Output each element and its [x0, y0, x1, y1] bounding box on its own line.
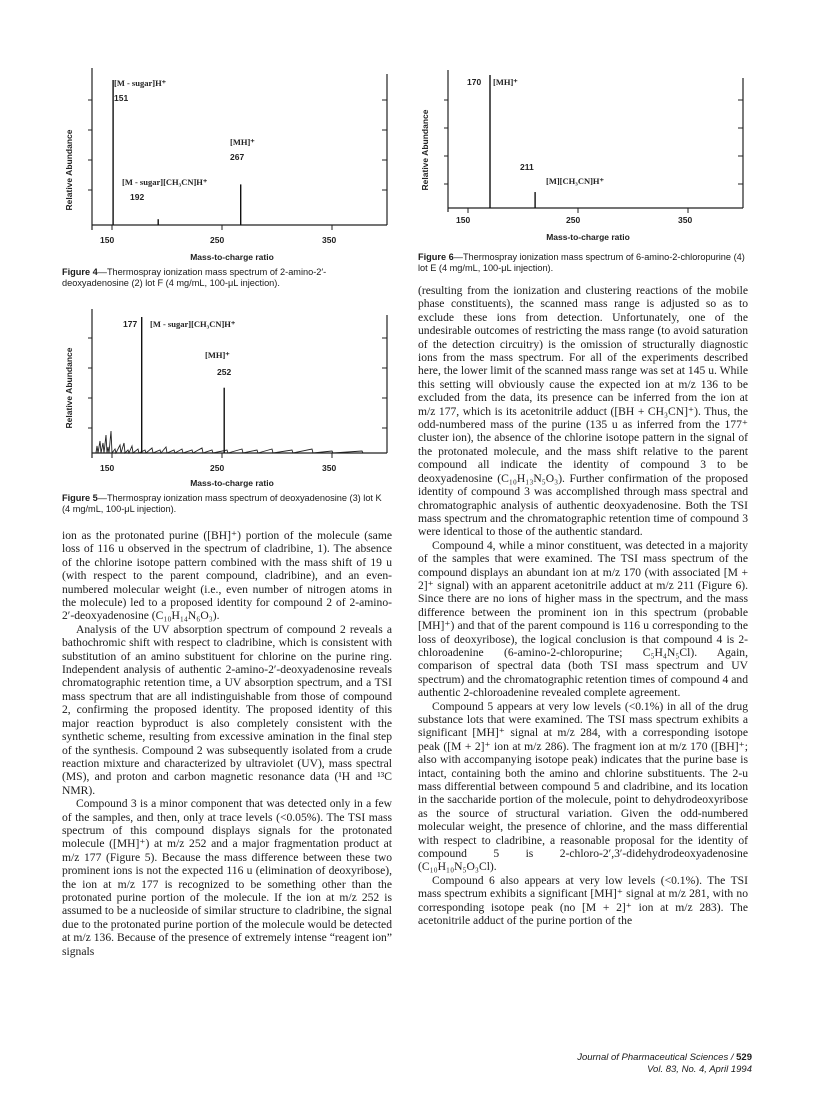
figure-4-chart	[62, 60, 392, 265]
annotation-mh: [MH]⁺	[493, 77, 518, 87]
paragraph: (resulting from the ionization and clustering reactions of the mobile phase constituents), the scanned mass range is adjusted so as to exclude these ions from detection. Unfortunately, one of the undesirable outcomes of restricting the mass range (to avoid saturation of the detection circuitry) is the omission of structurally diagnostic ions from the mass spectrum. For all of the experiments described here, the lower limit of the scanned mass range was set at 145 u. While this setting will obviously cause the expected ion at m/z 136 to be excluded from the data, its presence can be inferred from the ion at m/z 177, which is its acetonitrile adduct ([BH + CH₃CN]⁺). Thus, the odd-numbered mass of the purine (135 u as inferred from the 177⁺ cluster ion), the absence of the chlorine isotope pattern in the signal of the protonated molecule, and the mass shift relative to the parent compound all indicate the identity of compound 3 to be deoxyadenosine (C₁₀H₁₃N₅O₃). Further confirmation of the proposed identity of compound 3 was accomplished through mass spectral and chromatographic analysis of authentic deoxyadenosine. Both the TSI mass spectrum and the chromatographic retention time of compound 3 were identical to those of the authentic standard.	[418, 284, 748, 539]
paragraph: ion as the protonated purine ([BH]⁺) portion of the molecule (same loss of 116 u observed in the spectrum of cladribine, 1). The absence of the chlorine isotope pattern combined with the mass shift of 19 u (with respect to the parent compound, cladribine), and an even-numbered molecular weight (i.e., even number of nitrogen atoms in the molecule) led to a proposed identity for compound 2 of 2-amino-2′-deoxyadenosine (C₁₀H₁₄N₆O₃).	[62, 529, 392, 623]
annotation-170: 170	[467, 77, 482, 87]
tick-150: 150	[100, 463, 115, 473]
tick-150: 150	[100, 235, 115, 245]
spectrum-peaks	[490, 75, 535, 208]
paragraph: Compound 4, while a minor constituent, was detected in a majority of the samples that were examined. The TSI mass spectrum of the compound displays an abundant ion at m/z 170 (with associated [M + 2]⁺ signal) with an apparent acetonitrile adduct at m/z 211 (Figure 6). Since there are no ions of higher mass in the spectrum, and the mass difference between the prominent ion in this spectrum (probable [MH]⁺) and that of the parent compound is 116 u corresponding to the loss of deoxyribose), the logical conclusion is that compound 4 is 2-chloroadenine (6-amino-2-chloropurine; C₅H₄N₅Cl). Again, comparison of spectral data (both TSI mass spectrum and UV spectrum) and the chromatographic retention times of compound 4 and authentic 2-chloroadenine revealed complete agreement.	[418, 538, 748, 700]
y-axis-label: Relative Abundance	[64, 129, 74, 211]
y-axis-label: Relative Abundance	[64, 347, 74, 429]
figure-4	[62, 60, 392, 289]
annotation-177: 177	[123, 319, 138, 329]
figure-5-caption: Figure 5—Thermospray ionization mass spectrum of deoxyadenosine (3) lot K (4 mg/mL, 100-μL injection).	[62, 493, 382, 514]
x-axis-label: Mass-to-charge ratio	[546, 232, 630, 242]
tick-250: 250	[210, 235, 225, 245]
annotation-211: 211	[520, 162, 534, 172]
spectrum-peaks	[142, 317, 225, 453]
figure-6-chart	[418, 60, 748, 250]
annotation-mh: [MH]⁺	[205, 350, 230, 360]
y-axis-label: Relative Abundance	[420, 109, 430, 191]
annotation-adduct: [M - sugar][CH₃CN]H⁺	[150, 319, 236, 329]
figure-5-chart	[62, 303, 392, 491]
figure-5	[62, 303, 392, 515]
figure-4-caption: Figure 4—Thermospray ionization mass spectrum of 2-amino-2′-deoxyadenosine (2) lot F (4 mg/mL, 100-μL injection).	[62, 267, 327, 288]
annotation-192: 192	[130, 192, 145, 202]
right-body-text	[418, 284, 748, 928]
annotation-252: 252	[217, 367, 232, 377]
journal-name: Journal of Pharmaceutical Sciences /	[577, 1052, 737, 1063]
tick-350: 350	[322, 463, 337, 473]
page-number: 529	[736, 1052, 752, 1063]
volume-info: Vol. 83, No. 4, April 1994	[647, 1064, 752, 1075]
x-axis-label: Mass-to-charge ratio	[190, 478, 274, 488]
page-footer	[577, 1052, 752, 1076]
annotation-151: 151	[114, 93, 129, 103]
annotation-adduct: [M - sugar][CH₃CN]H⁺	[122, 177, 208, 187]
figure-6	[418, 60, 748, 274]
paragraph: Compound 3 is a minor component that was detected only in a few of the samples, and then, only at trace levels (<0.05%). The TSI mass spectrum of this compound displays signals for the protonated molecule ([MH]⁺) at m/z 252 and a major fragmentation product at m/z 177 (Figure 5). Because the mass difference between these two prominent ions is not the expected 116 u (elimination of deoxyribose), the ion at m/z 177 is recognized to be something other than the protonated purine portion of the molecule. If the ion at m/z 252 is assumed to be a nucleoside of similar structure to cladribine, the signal due to the protonated purine portion of the molecule would be detected at m/z 136. Because of the presence of extremely intense “reagent ion” signals	[62, 797, 392, 958]
left-body-text	[62, 529, 392, 958]
tick-250: 250	[210, 463, 225, 473]
right-column	[418, 60, 748, 928]
paragraph: Compound 6 also appears at very low levels (<0.1%). The TSI mass spectrum exhibits a significant [MH]⁺ signal at m/z 281, with no corresponding isotope peak (no [M + 2]⁺ ion at m/z 283). The acetonitrile adduct of the purine portion of the	[418, 873, 748, 928]
tick-150: 150	[456, 215, 471, 225]
figure-6-caption: Figure 6—Thermospray ionization mass spectrum of 6-amino-2-chloropurine (4) lot E (4 mg/mL, 100-μL injection).	[418, 252, 745, 273]
annotation-267: 267	[230, 152, 245, 162]
annotation-fragment: [M - sugar]H⁺	[114, 78, 167, 88]
spectrum-peaks	[113, 80, 241, 225]
left-column	[62, 60, 392, 958]
annotation-adduct: [M][CH₃CN]H⁺	[546, 176, 605, 186]
tick-250: 250	[566, 215, 581, 225]
annotation-mh: [MH]⁺	[230, 137, 255, 147]
tick-350: 350	[322, 235, 337, 245]
paragraph: Compound 5 appears at very low levels (<0.1%) in all of the drug substance lots that were examined. The TSI mass spectrum exhibits a significant [MH]⁺ signal at m/z 284, with a corresponding isotope peak ([M + 2]⁺ ion at m/z 286). The fragment ion at m/z 170 ([BH]⁺; also with accompanying isotope peak) indicates that the purine base is intact, containing both the amino and chlorine substituents. The 2-u mass differential between compound 5 and cladribine, and its location in the saccharide portion of the molecule, point to dehydrodeoxyribose as the source of structural variation. Given the odd-numbered molecular weight, the presence of chlorine, and the mass differential with respect to cladribine, a reasonable proposal for the identity of compound 5 is 2-chloro-2′,3′-didehydrodeoxyadenosine (C₁₀H₁₀N₅O₃Cl).	[418, 699, 748, 874]
baseline-noise	[96, 431, 363, 453]
x-axis-label: Mass-to-charge ratio	[190, 252, 274, 262]
paragraph: Analysis of the UV absorption spectrum of compound 2 reveals a bathochromic shift with respect to cladribine, which is consistent with substitution of an amino substituent for chlorine on the purine ring. Independent analysis of authentic 2-amino-2′-deoxyadenosine reveals chromatographic retention time, a UV absorption spectrum, and a TSI mass spectrum that are all indistinguishable from those of compound 2, confirming the proposed identity. The proposed identity of this major reaction byproduct is also completely consistent with the synthetic scheme, resulting from excessive amination in the final step of the synthesis. Compound 2 was subsequently isolated from a crude reaction mixture and characterized by ultraviolet (UV), mass spectral (MS), and proton and carbon magnetic resonance data (¹H and ¹³C NMR).	[62, 622, 392, 797]
tick-350: 350	[678, 215, 693, 225]
